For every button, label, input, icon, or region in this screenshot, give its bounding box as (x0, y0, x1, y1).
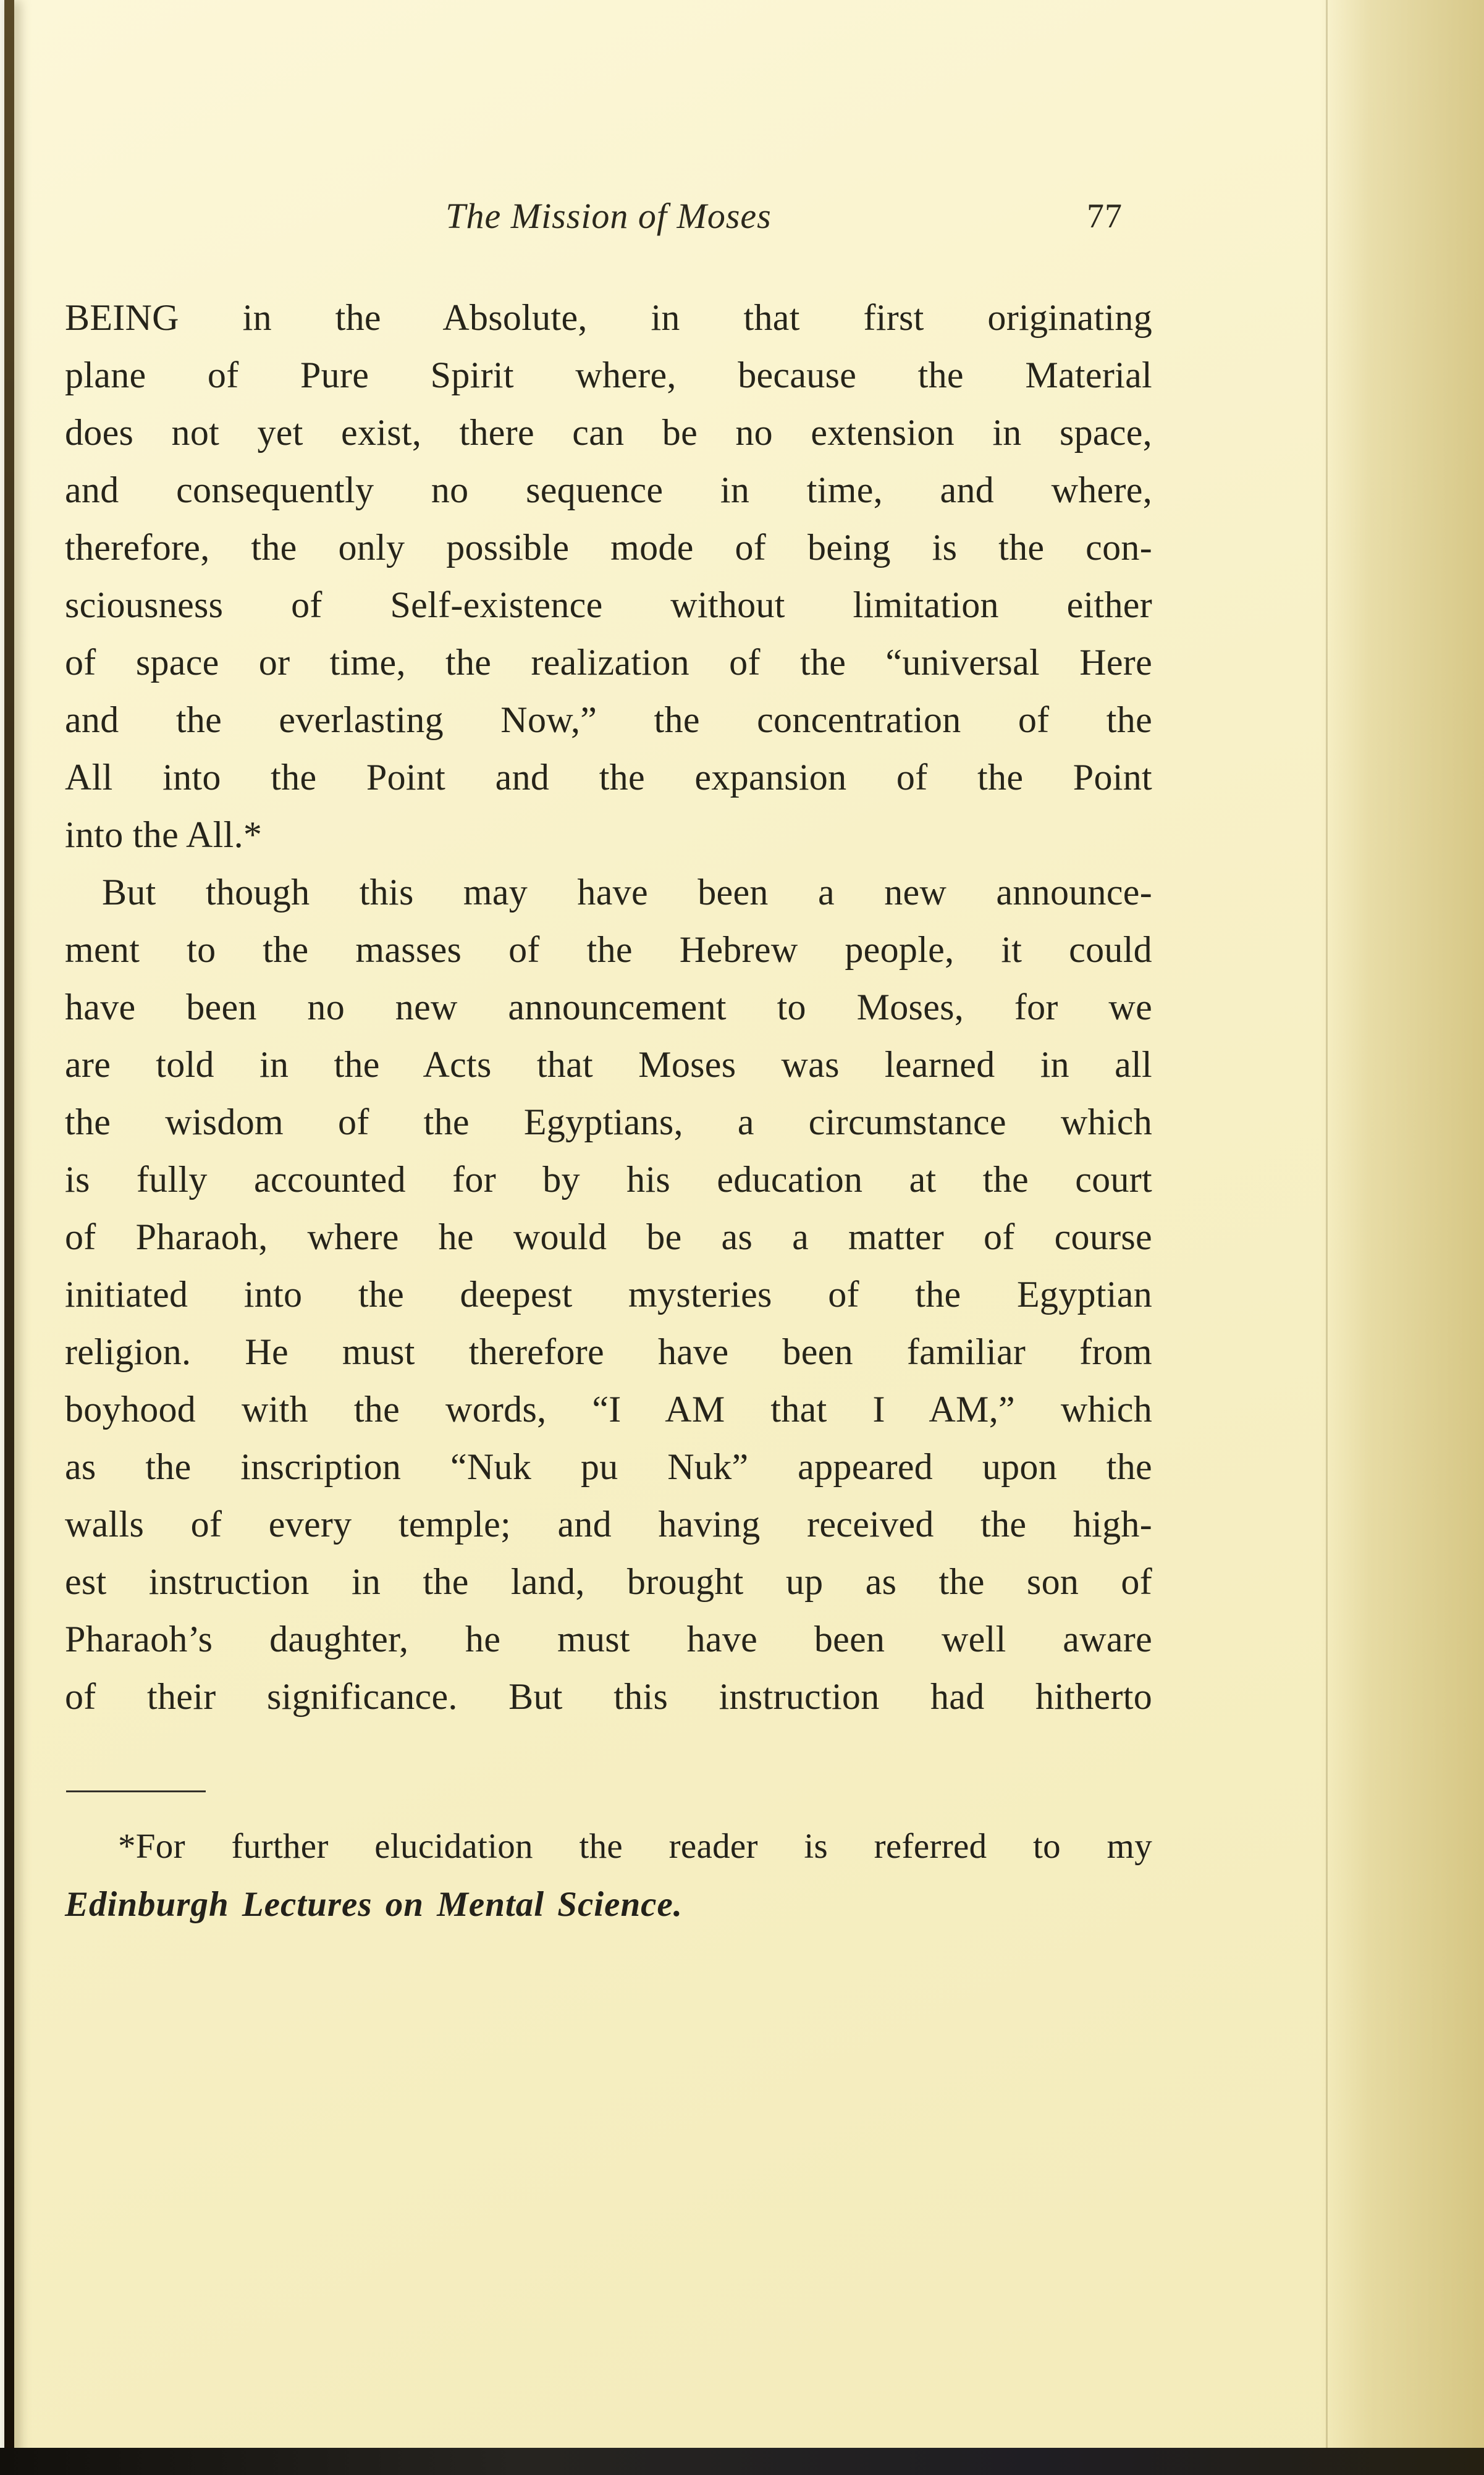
text-line: as the inscription “Nuk pu Nuk” appeared upon the (65, 1446, 1152, 1487)
page-number: 77 (1087, 197, 1123, 235)
scan-edge-bottom (0, 2448, 1484, 2475)
text-line: But though this may have been a new announce- (102, 872, 1152, 913)
text-line: Pharaoh’s daughter, he must have been well aware (65, 1619, 1152, 1659)
text-line: boyhood with the words, “I AM that I AM,” which (65, 1389, 1152, 1430)
text-line: are told in the Acts that Moses was learned in all (65, 1044, 1152, 1085)
page-edge-right (1320, 0, 1484, 2475)
footnote-text: *For further elucidation the reader is referred to my (118, 1827, 1152, 1866)
footnote-work-title: Edinburgh Lectures on Mental Science. (65, 1885, 683, 1924)
text-line: All into the Point and the expansion of the Point (65, 757, 1152, 798)
binding-shadow-left (4, 0, 14, 2475)
text-line: plane of Pure Spirit where, because the Material (65, 355, 1152, 395)
text-line: therefore, the only possible mode of being is the con- (65, 527, 1152, 568)
text-line: into the All.* (65, 814, 263, 855)
text-line: of space or time, the realization of the “universal Here (65, 642, 1152, 683)
footnote-separator (66, 1790, 206, 1792)
footnote (65, 1818, 1152, 1934)
text-line: does not yet exist, there can be no extension in space, (65, 412, 1152, 453)
page-header (65, 195, 1152, 247)
text-line: is fully accounted for by his education at the court (65, 1159, 1152, 1200)
text-line: initiated into the deepest mysteries of the Egyptian (65, 1274, 1152, 1315)
text-line: religion. He must therefore have been familiar from (65, 1331, 1152, 1372)
running-title: The Mission of Moses (445, 196, 772, 236)
text-line: and the everlasting Now,” the concentration of the (65, 699, 1152, 740)
text-line: est instruction in the land, brought up as the son of (65, 1561, 1152, 1602)
text-line: of their significance. But this instruction had hitherto (65, 1676, 1152, 1717)
text-line: have been no new announcement to Moses, for we (65, 987, 1152, 1027)
text-line: the wisdom of the Egyptians, a circumstance which (65, 1102, 1152, 1142)
text-line: ment to the masses of the Hebrew people, it could (65, 929, 1152, 970)
paragraph-1 (65, 289, 1152, 864)
text-line: sciousness of Self-existence without limitation either (65, 584, 1152, 625)
body-text (65, 289, 1152, 1726)
text-line: and consequently no sequence in time, and where, (65, 470, 1152, 510)
paragraph-2 (65, 864, 1152, 1726)
text-line: BEING in the Absolute, in that first originating (65, 297, 1152, 338)
scan-margin-left (0, 0, 4, 2475)
page-crease-right (1326, 0, 1328, 2475)
text-line: walls of every temple; and having received the high- (65, 1504, 1152, 1545)
text-line: of Pharaoh, where he would be as a matter of course (65, 1216, 1152, 1257)
